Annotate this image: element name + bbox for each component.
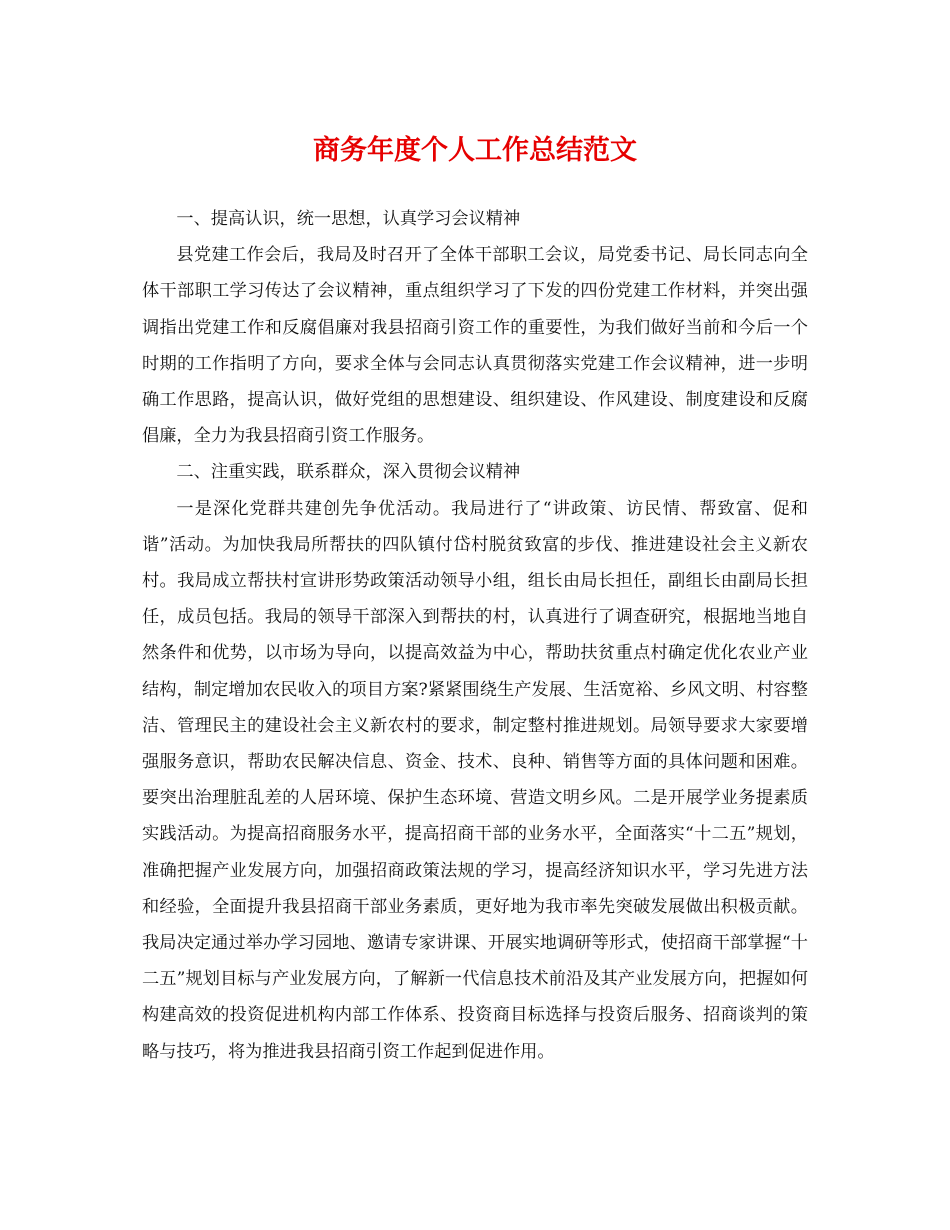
document-title: 商务年度个人工作总结范文 [313,135,637,166]
section-heading-2: 二、注重实践，联系群众，深入贯彻会议精神 [176,462,521,483]
body-paragraph-2: 一是深化党群共建创先争优活动。我局进行了“讲政策、访民情、帮致富、促和谐”活动。为加快我局所帮扶的四队镇付岱村脱贫致富的步伐、推进建设社会主义新农村。我局成立帮扶村宣讲形势政策活动领导小组，组长由局长担任，副组长由副局长担任，成员包括。我局的领导干部深入到帮扶的村，认真进行了调查研究，根据地当地自然条件和优势，以市场为导向，以提高效益为中心，帮助扶贫重点村确定优化农业产业结构，制定增加农民收入的项目方案?紧紧围绕生产发展、生活宽裕、乡风文明、村容整洁、管理民主的建设社会主义新农村的要求，制定整村推进规划。局领导要求大家要增强服务意识，帮助农民解决信息、资金、技术、良种、销售等方面的具体问题和困难。要突出治理脏乱差的人居环境、保护生态环境、营造文明乡风。二是开展学业务提素质实践活动。为提高招商服务水平，提高招商干部的业务水平，全面落实“十二五”规划，准确把握产业发展方向，加强招商政策法规的学习，提高经济知识水平，学习先进方法和经验，全面提升我县招商干部业务素质，更好地为我市率先突破发展做出积极贡献。我局决定通过举办学习园地、邀请专家讲课、开展实地调研等形式，使招商干部掌握“十二五”规划目标与产业发展方向，了解新一代信息技术前沿及其产业发展方向，把握如何构建高效的投资促进机构内部工作体系、投资商目标选择与投资后服务、招商谈判的策略与技巧，将为推进我县招商引资工作起到促进作用。 [142,498,808,1062]
document-body [142,201,808,1070]
section-heading-1: 一、提高认识，统一思想，认真学习会议精神 [176,209,521,229]
body-paragraph-1: 县党建工作会后，我局及时召开了全体干部职工会议，局党委书记、局长同志向全体干部职工学习传达了会议精神，重点组织学习了下发的四份党建工作材料，并突出强调指出党建工作和反腐倡廉对我县招商引资工作的重要性，为我们做好当前和今后一个时期的工作指明了方向，要求全体与会同志认真贯彻落实党建工作会议精神，进一步明确工作思路，提高认识，做好党组的思想建设、组织建设、作风建设、制度建设和反腐倡廉，全力为我县招商引资工作服务。 [142,245,808,447]
